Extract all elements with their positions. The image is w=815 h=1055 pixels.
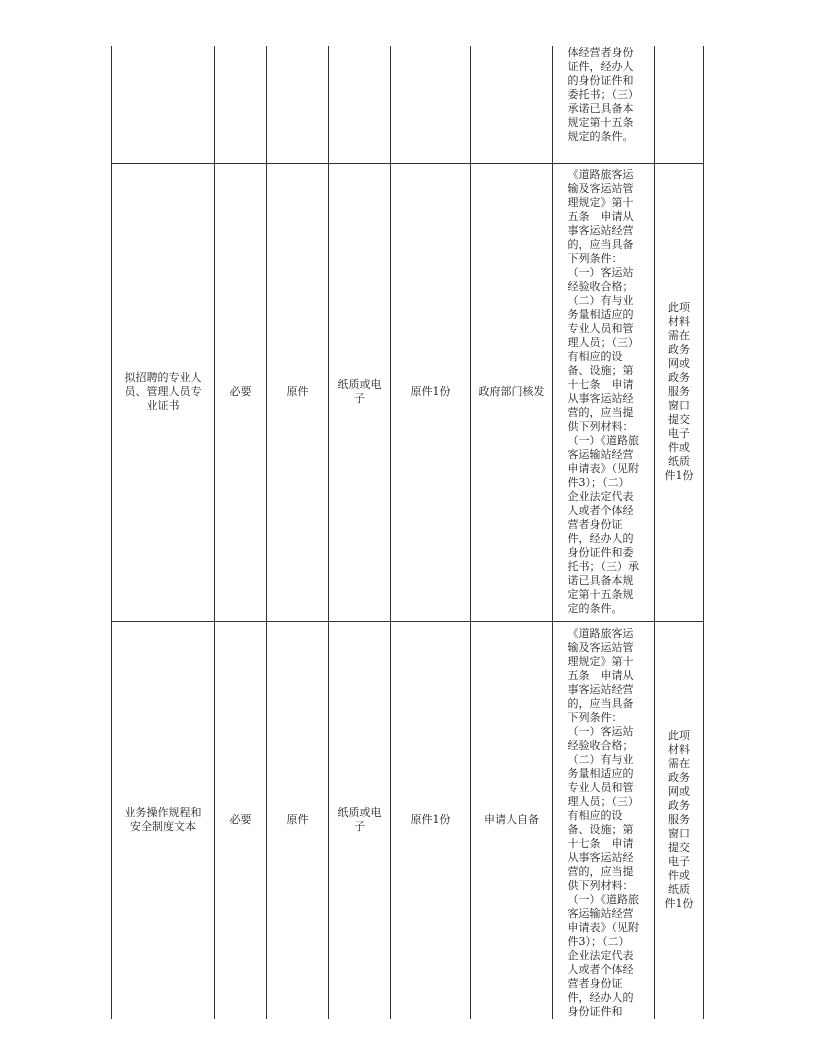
required-flag: 必要 (229, 385, 252, 398)
required-cell (215, 621, 267, 1019)
cell-empty (655, 46, 704, 163)
source: 申请人自备 (484, 813, 539, 826)
cell-empty (267, 46, 329, 163)
note-text: 此项材料需在政务网或政务服务窗口提交电子件或纸质件1份 (664, 729, 694, 910)
material-form-cell (329, 621, 391, 1019)
note-cell (655, 621, 704, 1019)
quantity-cell (391, 163, 471, 621)
material-type: 原件 (286, 813, 309, 826)
quantity: 原件1份 (410, 813, 451, 826)
required-flag: 必要 (229, 813, 252, 826)
cell-empty (391, 46, 471, 163)
material-form-cell (329, 163, 391, 621)
required-cell (215, 163, 267, 621)
material-name-cell (112, 621, 215, 1019)
legal-basis-cell (553, 621, 655, 1019)
legal-basis-cell (553, 46, 655, 163)
note-text: 此项材料需在政务网或政务服务窗口提交电子件或纸质件1份 (664, 301, 694, 482)
cell-empty (329, 46, 391, 163)
source: 政府部门核发 (478, 385, 545, 398)
legal-basis-text: 《道路旅客运输及客运站管理规定》第十五条 申请从事客运站经营的，应当具备下列条件：（一）客运站经验收合格；（二）有与业务量相适应的专业人员和管理人员；（三）有相应的设备、设施；第十七条 申请从事客运站经营的，应当提供下列材料：（一）《道路旅客运输站经营申请表》（见附件3）；（二）企业法定代表人或者个体经营者身份证件，经办人的身份证件和委托书；（三）承诺已具备本规定第十五条规定的条件。 (567, 168, 639, 615)
legal-basis-cell (553, 163, 655, 621)
material-form: 纸质或电子 (337, 806, 382, 833)
table-row (112, 163, 704, 621)
legal-basis-text: 体经营者身份证件，经办人的身份证件和委托书；（三）承诺已具备本规定第十五条规定的条件。 (567, 46, 639, 143)
table-row-partial (112, 46, 704, 163)
legal-basis-text: 《道路旅客运输及客运站管理规定》第十五条 申请从事客运站经营的，应当具备下列条件：（一）客运站经验收合格；（二）有与业务量相适应的专业人员和管理人员；（三）有相应的设备、设施；第十七条 申请从事客运站经营的，应当提供下列材料：（一）《道路旅客运输站经营申请表》（见附件3）；（二）企业法定代表人或者个体经营者身份证件，经办人的身份证件和 (567, 626, 639, 1018)
material-name-cell (112, 163, 215, 621)
note-cell (655, 163, 704, 621)
source-cell (471, 621, 553, 1019)
material-name: 拟招聘的专业人员、管理人员专业证书 (124, 371, 202, 412)
cell-empty (471, 46, 553, 163)
table-row (112, 621, 704, 1019)
quantity: 原件1份 (410, 385, 451, 398)
material-name: 业务操作规程和安全制度文本 (124, 806, 202, 833)
material-type-cell (267, 163, 329, 621)
materials-table (111, 46, 704, 1019)
material-form: 纸质或电子 (337, 378, 382, 405)
material-type-cell (267, 621, 329, 1019)
quantity-cell (391, 621, 471, 1019)
material-type: 原件 (286, 385, 309, 398)
cell-empty (215, 46, 267, 163)
cell-empty (112, 46, 215, 163)
source-cell (471, 163, 553, 621)
